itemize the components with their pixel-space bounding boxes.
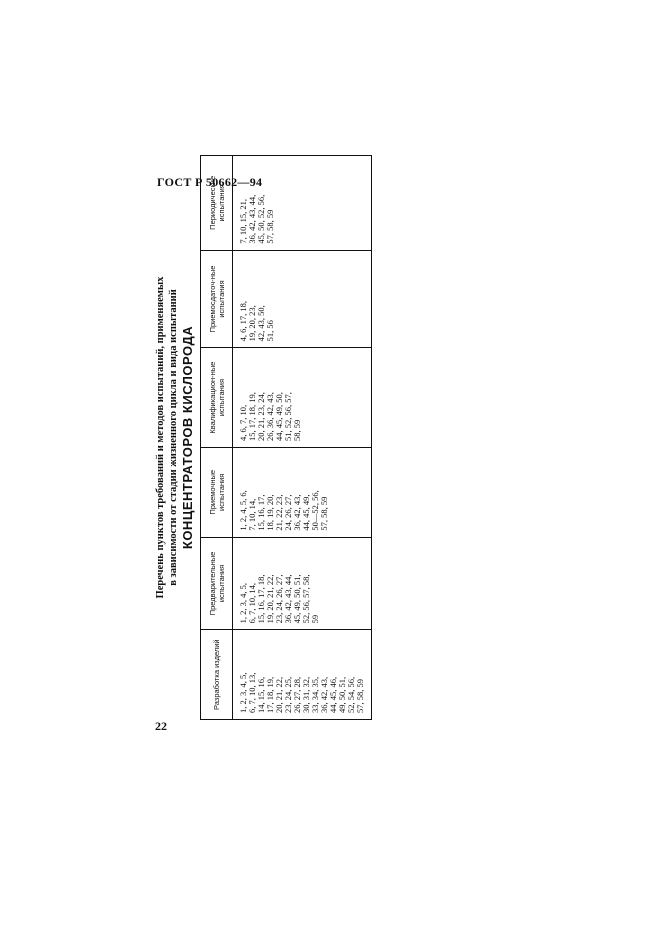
column-header: Разработка изделий bbox=[201, 630, 233, 719]
cell-line: 6, 7, 10, 14, bbox=[247, 582, 257, 624]
table-column bbox=[201, 629, 371, 719]
cell-line: 6, 7, 10, 13, bbox=[247, 672, 257, 713]
column-body bbox=[233, 630, 371, 719]
table-title: КОНЦЕНТРАТОРОВ КИСЛОРОДА bbox=[180, 325, 195, 550]
cell-line: 44, 45, 49, 50, bbox=[274, 392, 284, 441]
cell-line: 1, 2, 4, 5, 6, bbox=[238, 490, 248, 531]
cell-line: 17, 18, 19, bbox=[265, 676, 275, 713]
cell-line: 21, 22, 23, bbox=[274, 494, 284, 531]
cell-line: 19, 20, 23, bbox=[247, 305, 257, 342]
cell-line: 52, 56, 57, 58, bbox=[301, 574, 311, 624]
requirements-table bbox=[200, 155, 372, 720]
cell-line: 57, 58, 59 bbox=[265, 209, 275, 244]
table-column bbox=[201, 250, 371, 348]
column-body bbox=[233, 448, 335, 537]
cell-line: 42, 43, 50, bbox=[256, 305, 266, 342]
cell-line: 30, 31, 32, bbox=[301, 676, 311, 713]
cell-line: 49, 50, 51, bbox=[337, 676, 347, 713]
column-header: Квалификацион-ные испытания bbox=[201, 348, 233, 447]
cell-line: 15, 17, 18, 19, bbox=[247, 392, 257, 441]
column-body bbox=[233, 156, 281, 250]
cell-line: 4, 6, 7, 10, bbox=[238, 404, 248, 441]
cell-line: 57, 58, 59 bbox=[355, 679, 365, 713]
cell-line: 36, 42, 43, bbox=[319, 676, 329, 713]
cell-line: 50—52, 56, bbox=[310, 490, 320, 531]
cell-line: 15, 16, 17, 18, bbox=[256, 574, 266, 624]
table-column bbox=[201, 537, 371, 630]
cell-line: 1, 2, 3, 4, 5, bbox=[238, 672, 248, 713]
table-column bbox=[201, 347, 371, 447]
cell-line: 36, 42, 43, 44, bbox=[247, 194, 257, 244]
cell-line: 20, 21, 23, 24, bbox=[256, 392, 266, 441]
document-code-header: ГОСТ Р 50662—94 bbox=[157, 175, 263, 189]
cell-line: 45, 50, 52, 56, bbox=[256, 194, 266, 244]
cell-line: 52, 54, 56, bbox=[346, 676, 356, 713]
cell-line: 1, 2, 3, 4, 5, bbox=[238, 582, 248, 624]
caption-line-2: в зависимости от стадии жизненного цикла и вида испытаний bbox=[168, 289, 179, 586]
cell-line: 44, 45, 49, bbox=[301, 494, 311, 531]
column-header: Приемочные испытания bbox=[201, 448, 233, 537]
cell-line: 20, 21, 22, bbox=[274, 676, 284, 713]
column-header: Приемосдаточ-ные испытания bbox=[201, 251, 233, 348]
cell-line: 24, 26, 27, bbox=[283, 494, 293, 531]
column-header: Предварительные испытания bbox=[201, 538, 233, 630]
cell-line: 51, 56 bbox=[265, 320, 275, 342]
cell-line: 57, 58, 59 bbox=[319, 496, 329, 531]
cell-line: 51, 52, 56, 57, bbox=[283, 392, 293, 441]
page-number: 22 bbox=[155, 719, 167, 733]
cell-line: 59 bbox=[310, 614, 320, 624]
cell-line: 44, 45, 46, bbox=[328, 676, 338, 713]
cell-line: 18, 19, 20, bbox=[265, 494, 275, 531]
column-body bbox=[233, 251, 281, 348]
caption-line-1: Перечень пунктов требований и методов испытаний, применяемых bbox=[155, 276, 166, 599]
cell-line: 4, 6, 17, 18, bbox=[238, 300, 248, 342]
table-column bbox=[201, 447, 371, 537]
cell-line: 19, 20, 21, 22, bbox=[265, 574, 275, 624]
cell-line: 36, 42, 43, 44, bbox=[283, 574, 293, 624]
cell-line: 36, 42, 43, bbox=[292, 494, 302, 531]
cell-line: 23, 24, 25, bbox=[283, 676, 293, 713]
table-column bbox=[201, 156, 371, 250]
table-caption bbox=[155, 155, 180, 720]
cell-line: 7, 10, 14, bbox=[247, 498, 257, 531]
cell-line: 45, 49, 50, 51, bbox=[292, 574, 302, 624]
column-header: Периодические испытания bbox=[201, 156, 233, 250]
cell-line: 7, 10, 15, 21, bbox=[238, 199, 248, 244]
cell-line: 33, 34, 35, bbox=[310, 676, 320, 713]
column-body bbox=[233, 348, 308, 447]
cell-line: 26, 27, 28, bbox=[292, 676, 302, 713]
cell-line: 15, 16, 17, bbox=[256, 494, 266, 531]
column-body bbox=[233, 538, 326, 630]
rotated-content bbox=[155, 155, 375, 720]
cell-line: 23, 24, 26, 27, bbox=[274, 574, 284, 624]
cell-line: 58, 59 bbox=[292, 419, 302, 441]
cell-line: 14, 15, 16, bbox=[256, 676, 266, 713]
cell-line: 26, 36, 42, 43, bbox=[265, 392, 275, 441]
